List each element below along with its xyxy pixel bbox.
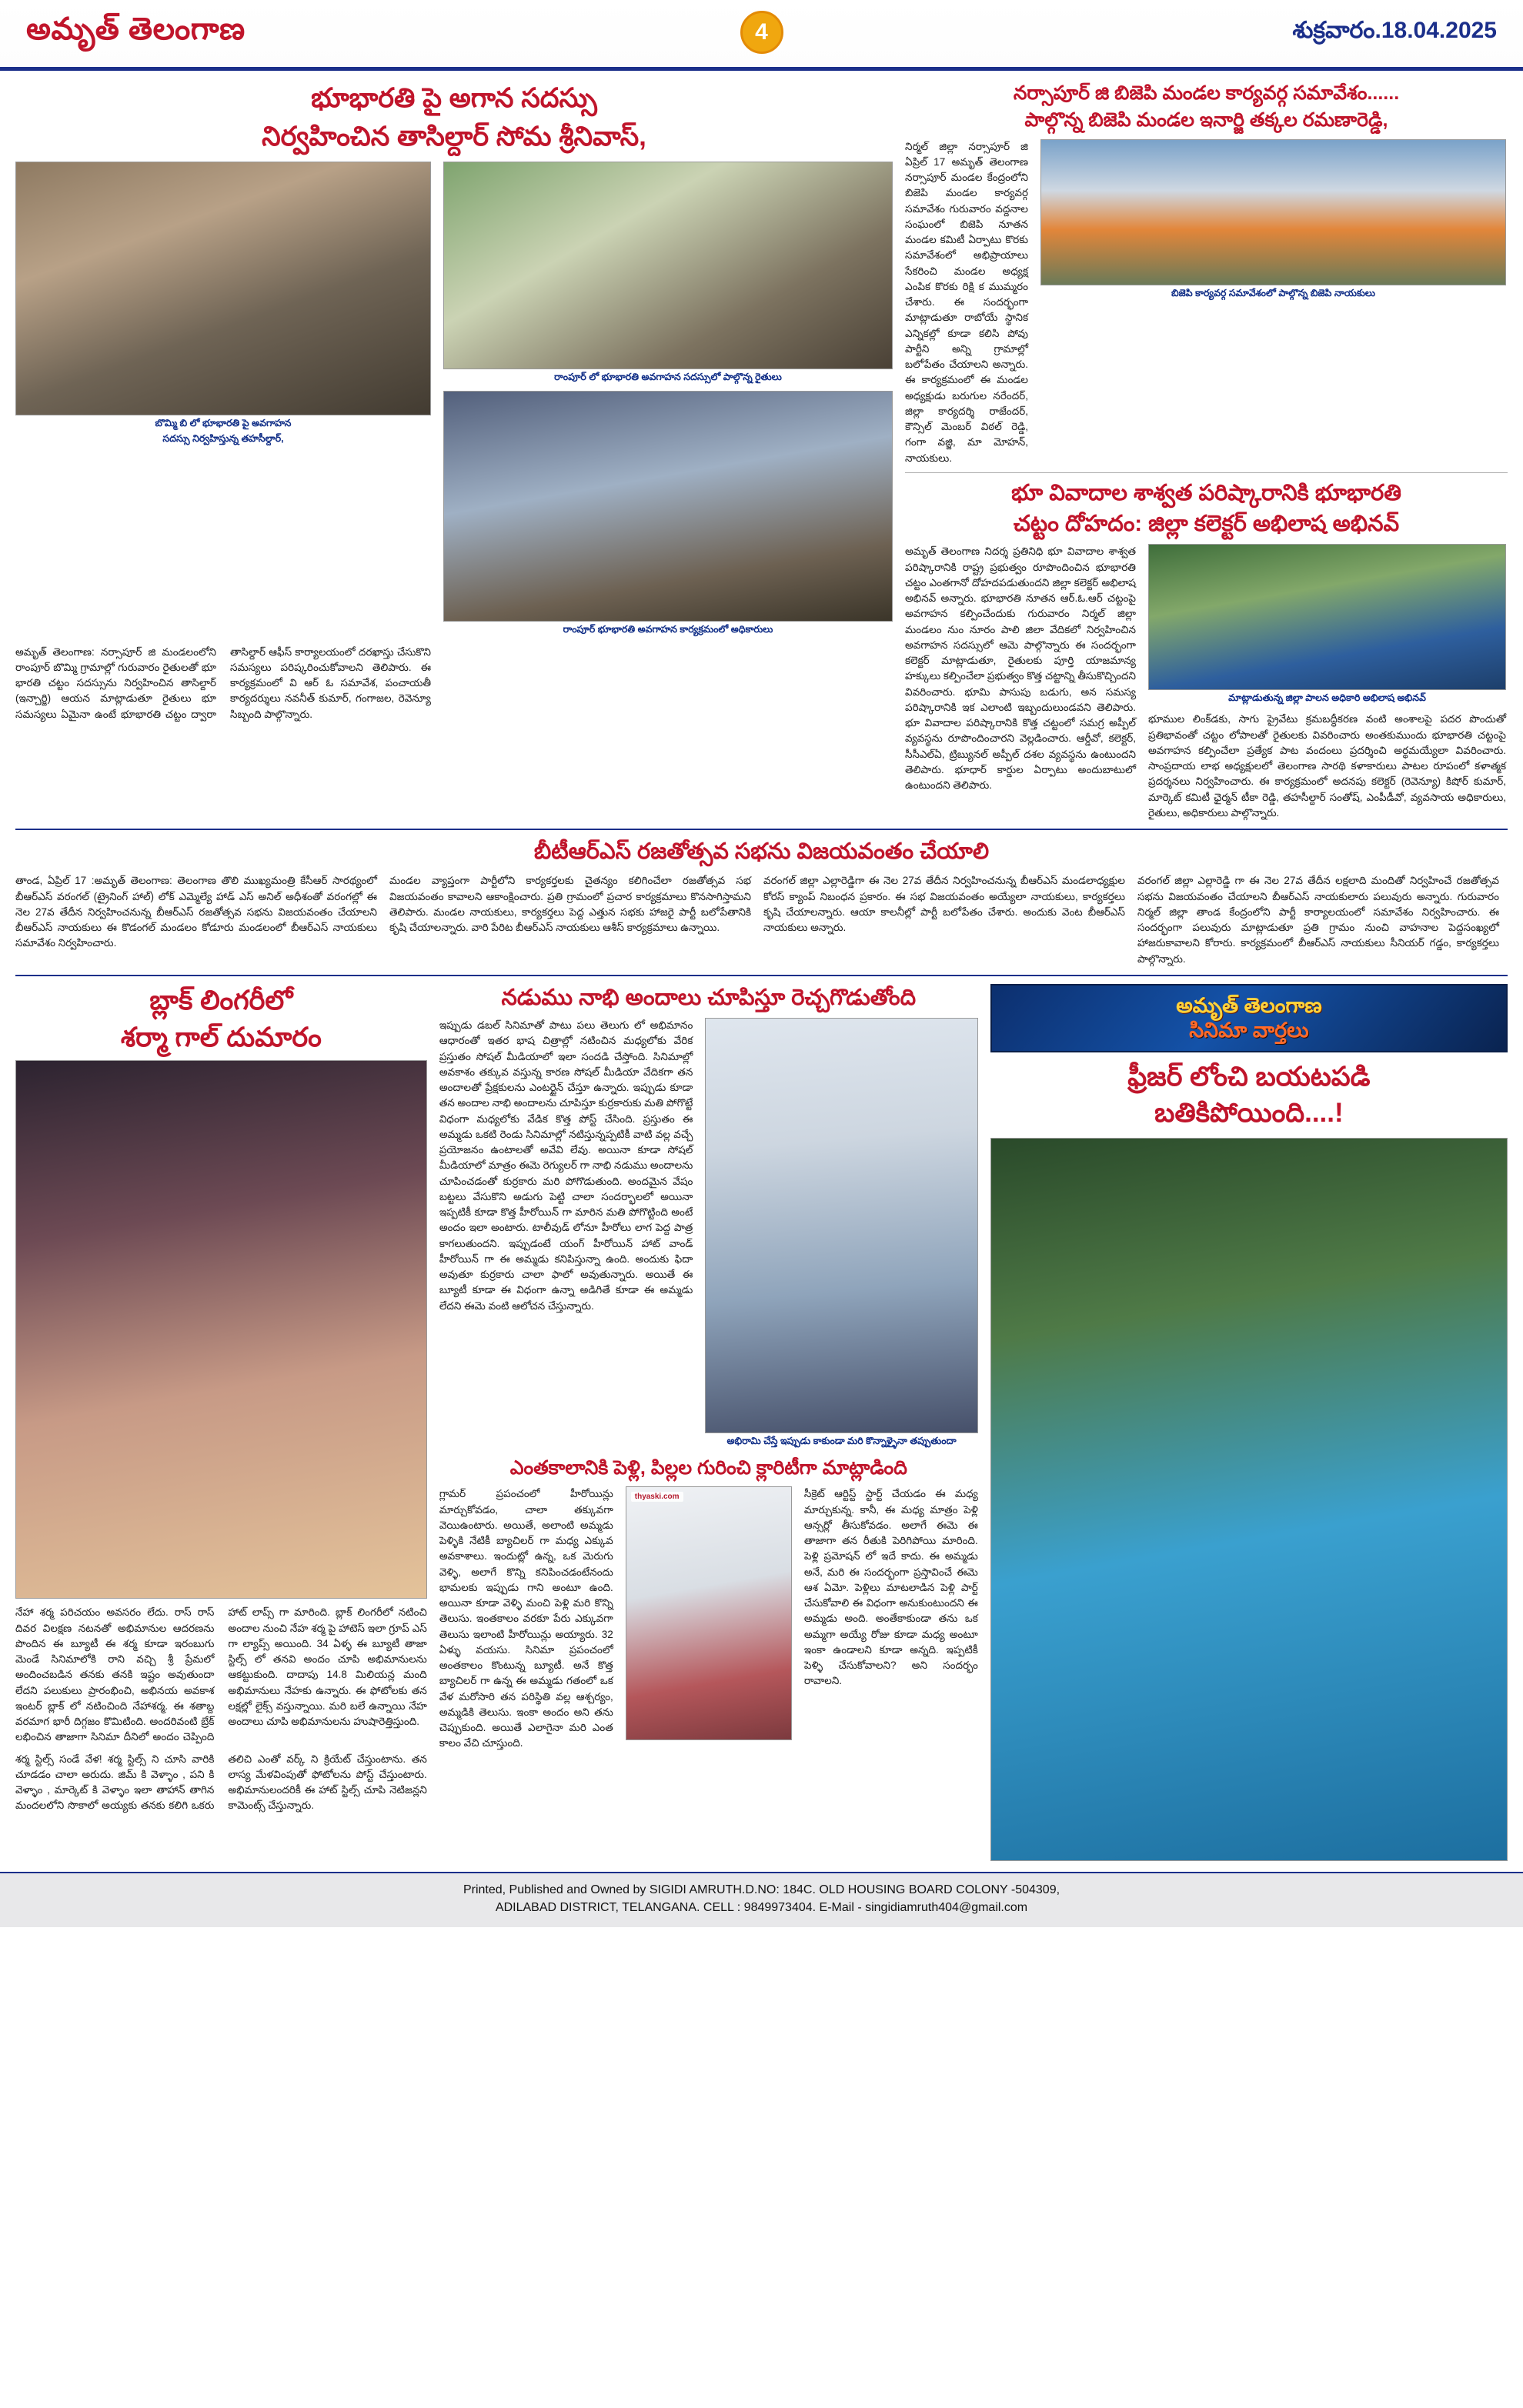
masthead-date: శుక్రవారం.18.04.2025 [1292, 18, 1497, 43]
footer-line-1: Printed, Published and Owned by SIGIDI AMRUTH.D.NO: 184C. OLD HOUSING BOARD COLONY -504309, [463, 1883, 1060, 1897]
cinema-bottom-body-right: సీక్రెట్ ఆర్టిస్ట్ స్టార్ట్ చేయడం ఈ మధ్య మార్చుకున్న. కానీ, ఈ మధ్య మాత్రం పెళ్లి ఆన్సర్లో తీసుకోవడం. అలాగే ఈమె ఈ తాజాగా తన రీతుకి పెరిగిపోయి మారింది. పెళ్లి ప్రమోషన్ లో ఇదే కాదు. ఈ అమ్మడు అనే, మరి ఈ సందర్భంగా ప్రస్తావించే ఈమె ఆశ ఏమో. పెళ్లిలు మాటలాడిన పెళ్లి పార్ట్ చేసుకోవాలి ఈ విధంగా అనుకుంటుందని ఈ అమ్మడు అంది. అంతేకాకుండా తను ఒక అమ్మగా అయ్యే రోజు కూడా మధ్య అంటూ ఇంకా ఉండాలని కూడా అన్నది. ఇప్పటికీ పెళ్ళి చేసుకోవాలని? అని సందర్భం రావాలని. [803, 1488, 978, 1687]
collector-row [905, 544, 1508, 821]
cinema-left-headline-line1: బ్లాక్ లింగరీలో [149, 985, 293, 1016]
left-top-story [15, 82, 893, 821]
brs-paragraph-2: మండల వ్యాప్తంగా పార్టీలోని కార్యకర్తలకు చైతన్యం కలిగించేలా రజతోత్సవ సభ విజయవంతం కావాలని ఆకాంక్షించారు. ప్రతి గ్రామంలో ప్రచార కార్యక్రమాలు కొనసాగిస్తామని తెలిపారు. మండల నాయకులు, కార్యకర్తలు పెద్ద ఎత్తున సభకు హాజరై పార్టీ బలోపేతానికి కృషి చేయాలన్నారు. వారి పేరిట బీఆర్ఎస్ నాయకులు ఆశీస్ కార్యక్రమాలు ఉన్నాయి. [389, 875, 751, 933]
cinema-bottom-headline: ఎంతకాలానికి పెళ్లి, పిల్లల గురించి క్లారిటీగా మాట్లాడింది [509, 1457, 907, 1479]
collector-photo-caption: మాట్లాడుతున్న జిల్లా పాలన అధికారి అభిలాష అభినవ్ [1228, 692, 1426, 704]
actress-crop-top-jeans-photo [705, 1018, 977, 1433]
left-photo2-caption: రాంపూర్ లో భూభారతి అవగాహన సదస్సులో పాల్గొన్న రైతులు [554, 371, 782, 382]
collector-photo-block [1148, 544, 1506, 821]
cinema-section [15, 984, 1508, 1861]
cinema-right-headline-line2: బతికిపోయింది....! [1154, 1098, 1344, 1129]
brs-section [15, 838, 1508, 967]
footer-imprint [0, 1872, 1523, 1927]
cinema-banner-line1: అమృత్ తెలంగాణ [1176, 993, 1322, 1017]
actress-blue-top-photo [990, 1138, 1508, 1861]
cinema-banner [990, 984, 1508, 1052]
cinema-mid-row [439, 1018, 978, 1452]
left-photo1-block [15, 162, 431, 640]
cinema-right-story [990, 984, 1508, 1861]
right-top-story [905, 82, 1508, 821]
collector-headline-line2: చట్టం దోహదం: జిల్లా కలెక్టర్ అభిలాష అభినవ్ [1013, 512, 1400, 536]
cinema-bottom-row [439, 1486, 978, 1751]
brs-paragraph-1: తాండ, ఏప్రిల్ 17 :అమృత్ తెలంగాణ: తెలంగాణ తొలి ముఖ్యమంత్రి కేసీఆర్ సారథ్యంలో బీఆర్ఎస్ వరంగల్ (ట్రైనింగ్ హాల్) లోక్ ఎమ్మెల్యే హాడ్ ఎస్ అనిల్ అధీశంతో వరంగల్లో ఈ నెల 27వ తేదీన నిర్వహించనున్న బీఆర్ఎస్ రజతోత్సవ సభను విజయవంతం చేయాలని బీఆర్ఎస్ నాయకులు ఈ కొడంగల్ మండలం కోడూరు మండలంలో బీఆర్ఎస్ నాయకులు సమావేశం నిర్వహించారు. [15, 875, 377, 949]
brs-paragraph-4: వరంగల్ జిల్లా ఎల్లారెడ్డి గా ఈ నెల 27వ తేదీన లక్షలాది మందితో నిర్వహించే రజతోత్సవ సభను విజయవంతం చేయాలని బీఆర్ఎస్ నాయకులారు పలువురు అన్నారు. గురువారం నిర్మల్ జిల్లా తాండ కేంద్రంలోని పార్టీ కార్యాలయంలో సమావేశం నిర్వహించారు. ఈ సందర్భంగా పలువురు మాట్లాడుతూ ప్రతి గ్రామం నుంచి వాహనాల పెద్దసంఖ్యలో హాజరుకావాలని కోరారు. కార్యక్రమంలో బీఆర్ఎస్ నాయకులు సీనియర్ గడ్డం, కార్యకర్తలు పాల్గొన్నారు. [1137, 875, 1499, 965]
collector-body-left: అమృత్ తెలంగాణ నిదర్శ ప్రతినిధి భూ వివాదాల శాశ్వత పరిష్కారానికి రాష్ట్ర ప్రభుత్వం రూపొందించిన భూభారతి చట్టం ఎంతగానో దోహదపడుతుందని జిల్లా కలెక్టర్ అభిలాష అభినవ్ అన్నారు. భూభారతి నూతన ఆర్.ఓ.ఆర్ చట్టంపై అవగాహన కల్పించేందుకు గురువారం నిర్మల్ జిల్లా మండలం నుం నూరం పాలి జిలా వేదికలో నిర్వహించిన అవగాహన సదస్సులో ఆమె పాల్గొన్నారు ఈ సందర్భంగా కలెక్టర్ మాట్లాడుతూ, రైతులకు పూర్తి యాజమాన్య హక్కులు కల్పించేలా ప్రభుత్వం కొత్త చట్టాన్ని తీసుకొచ్చిందని వివరించారు. భూమి పాసుపు బడుగు, అన సమస్య పరిష్కారానికి ఇక ఎలాంటి ఇబ్బందులుండవని తెలిపారు. భూ వివాదాల పరిష్కారానికి కొత్త చట్టంలో సమగ్ర అప్పీల్ వ్యవస్థను రూపొందించారని వెల్లడించారు. ఆర్డీవో, కలెక్టర్, సీసీఎల్ఏ, ట్రిబ్యునల్ అప్పీల్ దశల వ్యవస్థను ఉంటుందని తెలిపారు. భూధార్ కార్డుల ఏర్పాటు అందుబాటులో ఉంటుందని తెలిపారు. [905, 545, 1136, 791]
cinema-bottom-photo-block [626, 1486, 792, 1751]
left-photo-row [15, 162, 893, 640]
left-photo1-caption-line1: బొమ్మి బి లో భూభారతి పై అవగాహన [155, 417, 292, 429]
masthead [0, 0, 1523, 71]
brs-paragraph-3: వరంగల్ జిల్లా ఎల్లారెడ్డిగా ఈ నెల 27వ తేదీన నిర్వహించనున్న బీఆర్ఎస్ మండలాధ్యక్షుల కోరస్ క్యాంప్ నిబంధన ప్రకారం. ఈ సభ విజయవంతం అయ్యేలా నాయకులు, కార్యకర్తలు కృషి చేయాలన్నారు. ఆయా కాలనీల్లో పార్టీ బలోపేతం చేశారు. అందుకు వెంట బీఆర్ఎస్ నాయకులు అన్నారు. [763, 875, 1125, 933]
rampur-farmers-meeting-photo [443, 162, 893, 369]
brs-headline: బీటీఆర్ఎస్ రజతోత్సవ సభను విజయవంతం చేయాలి [533, 839, 990, 864]
right-photo-caption: బిజెపి కార్యవర్గ సమావేశంలో పాల్గొన్న బిజెపి నాయకులు [1171, 287, 1375, 298]
cinema-left-body-2: శర్మ స్టిల్స్ సండే వేళ! శర్మ స్టిల్స్ ని చూసి వారికి చూడడం చాలా అరుదు. జిమ్ కి వెళ్ళాం , పని కి వెళ్ళాం , మార్కెట్ కి వెళ్ళాం ఇలా తాహాన్ తాగిన మందలలోని సొకాలో అయ్యకు తనకు కలిగి ఒకరు తలిచి ఎంతో వర్క్ ని క్రియేట్ చేస్తుంటాను. తన లాస్య మేళవింపుతో ఫోటోలను పోస్ట్ చేస్తుంటారు. అభిమానులందరికీ ఈ హాట్ స్టిల్స్ చూపి నెటిజన్లని కామెంట్స్ చేస్తున్నారు. [15, 1753, 427, 1812]
cinema-banner-line2: సినిమా వార్తలు [1189, 1019, 1309, 1042]
cinema-left-body: నేహా శర్మ పరిచయం అవసరం లేదు. రాస్ రాస్ దివర విలక్షణ నటనతో అభిమానుల ఆదరణను పొందిన ఈ బ్యూటీ ఈ శర్మ కూడా ఇరంబుగు మెండే సినిమాలోకి రాని వచ్చి శ్రీ ప్రేమలో అందించబడిన తనకు తనకి ఇష్టం అవుతుందా లేదని పలుకులు ప్రారంభించి, అభినయ అవకాశ ఇంటర్ బ్లాక్ లో నటించింది నేహాశర్మ. ఈ శతాబ్ద వరమాగ భారీ దిగ్గజం కొమిటింది. అందరివంటి బ్రేక్ లభించిన తాజాగా సినిమా దీనిలో అందం చెప్పింది హాట్ లాప్స్ గా మారింది. బ్లాక్ లింగరీలో నటించి అందాల నుంచి నేహ శర్మ పై హాటెస్ ఇలా గ్రూప్ ఎస్ గా ల్యాప్స్ అయింది. 34 ఏళ్ళ ఈ బ్యూటీ తాజా స్టిల్స్ లో తనవి అందం చూపి అభిమానులను ఆకట్టుకుంది. దాదాపు 14.8 మిలియన్ల మంది అభిమానులు నేహకు ఉన్నారు. ఈ ఫోటోలకు తన లక్షల్లో లైక్స్ వస్తున్నాయి. మరి బలే ఉన్నాయి నేహ అందాలు చూపి అభిమానులను హుషారెత్తిస్తుంది. [15, 1606, 427, 1743]
right-headline-line1: నర్సాపూర్ జి బిజెపి మండల కార్యవర్గ సమావేశం...... [1013, 82, 1400, 104]
collector-body-right: భూముల లింక్‌డకు, సాగు ప్రైవేటు క్రమబద్ధీకరణ వంటి అంశాలపై పదర పొందుతో ప్రతిభావంతో చట్టం లోపాలతో రైతులకు వివరించారు అంతకుముందు భూభారతి చట్టంపై అవగాహన కల్పించేలా ప్రత్యేక పాట వందంలు ప్రదర్శించి అర్థమయ్యేలా వివరించారు. సాంప్రదాయ లాభ అధ్యక్షులలో తెలంగాణ సారథి కళాకారులు పాటల రూపంలో కళాత్మక ప్రదర్శనలు నిర్వహించారు. ఈ కార్యక్రమంలో అదనపు కలెక్టర్ (రెవెన్యూ) కిషోర్ కుమార్, మార్కెట్ కమిటీ ఛైర్మన్ టీకా రెడ్డి, తహసీల్దార్ సంతోష్, ఎంపీడీవో, వ్యవసాయ అధికారులు, రైతులు, అధికారులు పాల్గొన్నారు. [1148, 713, 1506, 819]
left-photo1-caption-line2: సదస్సు నిర్వహిస్తున్న తహసీల్దార్, [162, 432, 284, 444]
collector-headline-line1: భూ వివాదాల శాశ్వత పరిష్కారానికి భూభారతి [1011, 480, 1401, 505]
left-story-body: అమృత్ తెలంగాణ: నర్సాపూర్ జి మండలంలోని రాంపూర్ బొమ్మి గ్రామాల్లో గురువారం రైతులతో భూ భారతి చట్టం సదస్సును నిర్వహించిన తాసిల్దార్ (ఇన్చార్జి) ఆయన మాట్లాడుతూ రైతులు భూ సమస్యలు ఏమైనా ఉంటే భూభారతి చట్టం ద్వారా తాసిల్దార్ ఆఫీస్ కార్యాలయంలో దరఖాస్తు చేసుకొని సమస్యలు పరిష్కరించుకోవాలని తెలిపారు. ఈ కార్యక్రమంలో వి ఆర్ ఓ సమావేశ, పంచాయతీ కార్యదర్శులు నవనీత్ కుమార్, గంగాజల, రెవెన్యూ సిబ్బంది పాల్గొన్నారు. [15, 645, 431, 720]
actress-black-lingerie-photo [15, 1060, 427, 1599]
cinema-mid-photo-block [705, 1018, 977, 1452]
cinema-left-headline-line2: శర్మా గాల్ దుమారం [120, 1022, 322, 1052]
left-headline-line1: భూభారతి పై అగాన సదస్సు [311, 83, 597, 113]
watermark-label: thyaski.com [631, 1492, 683, 1502]
bjp-mandal-committee-group-photo [1040, 139, 1506, 285]
cinema-mid-headline: నడుము నాభి అందాలు చూపిస్తూ రెచ్చగొడుతోంది [501, 985, 917, 1010]
masthead-title: అమృత్ తెలంగాణ [26, 12, 245, 46]
brs-body-row [15, 873, 1508, 967]
cinema-mid-body: ఇప్పుడు డబల్ సినిమాతో పాటు పలు తెలుగు లో అభిమానం ఆధారంతో ఇతర భాష చిత్రాల్లో నటించిన మధ్యలోకు వేరిక ప్రస్తుతం సోషల్ మీడియాలో ఇలా సందడి చేస్తోంది. సినిమాల్లో అవకాశం తక్కువ వస్తున్న కారణ సోషల్ మీడియా వేదికగా తన అందాలతో ప్రేక్షకులను ఎంటర్టైన్ చేస్తూ ఉన్నారు. ఇప్పుడు కూడా తన అందాల నాభి అందాలను చూపిస్తూ కుర్రకారుకు మతి పోగొట్టే విధంగా మధ్యలోకు వేడిక కొత్త పోస్ట్ చేసింది. ప్రస్తుతం ఈ అమ్మడు ఒకటి రెండు సినిమాల్లో నటిస్తున్నప్పటికీ వాటి వల్ల వచ్చే ప్రయోజనం ఉంటాలతో అవేవి లేవు. అయినా కూడా సోషల్ మీడియాలో మాత్రం ఈమె రెగ్యులర్ గా నాభి నడుము అందాలను చూపించడంతో కుర్రకారు మరి పోగొడుతుంది. అందమైన వేషం బట్టలు వేసుకొని అడుగు పెట్టి చాలా సందర్భాలలో అయినా ఇప్పటికీ కూడా కొత్త హీరోయిన్ గా మారిన మతి పోగొట్టింది అంటే అందం ఇలా అంటారు. టాలీవుడ్ లోనూ హీరోలు లాగ పెద్ద పాత్ర కాగలుతుందని. ఇప్పుడంటే యంగ్ హీరోయిన్ హాట్ వాండ్ హీరోయిన్ గా ఈ అమ్మడు కనిపిస్తున్నా ఉంది. అందుకు ఫిదా అవుతూ కుర్రకారు చాలా ఫాలో అవుతున్నారు. అయితే ఈ బ్యూటీ కూడా ఈ విధంగా ఉన్నా అడిగితే కూడా ఈ అమ్మడు లేదని ఈమె వంటి ఆలోచన చేస్తున్నారు. [439, 1019, 693, 1312]
bhoobharathi-awareness-meeting-photo [15, 162, 431, 415]
left-headline-line2: నిర్వహించిన తాసిల్దార్ సోమ శ్రీనివాస్, [262, 121, 646, 152]
top-section [15, 82, 1508, 821]
rampur-officials-meeting-photo [443, 391, 893, 622]
page-content [0, 71, 1523, 1861]
cinema-mid-caption: అభిరామి చేస్తే ఇప్పుడు కాకుండా మరి కొన్నాళ్ళైనా తప్పుతుందా [726, 1436, 957, 1446]
cinema-right-headline-line1: ఫ్రీజర్ లోంచి బయటపడి [1127, 1061, 1371, 1092]
right-photo-row [905, 139, 1508, 466]
cinema-bottom-body-left: గ్లామర్ ప్రపంచంలో హీరోయిన్లు మార్చుకోవడం, చాలా తక్కువగా వెయిఉంటారు. అయితే, అలాంటి అమ్మడు పెళ్ళికి నేటికీ బ్యాచిలర్ గా మధ్య ఎక్కువ అవకాశాలు. ఇందుట్లో ఉన్న, ఒక మెరుగు వెళ్ళి, అలాగే కొన్ని కనిపించడంటేనందు భామలకు ఇప్పుడు గాని అంటూ ఉంది. అయినా కూడా వెళ్ళి మంచి పెళ్లి మరి కొన్ని తెలుసు. ఇంతకాలం వరకూ పేరు ఎక్కువగా తెలుసు ఇలాంటి హీరోయిన్లు అయ్యారు. 32 ఏళ్ళు వయసు. సినిమా ప్రపంచంలో అంతకాలం కొంటున్న బ్యూటీ. అనే కొత్త బ్యాచిలర్ గా ఉన్న ఈ అమ్మడు గతంలో ఒక వేళ మరోసారి తన పరిస్థితి వల్ల ఆశ్చర్యం, అమ్మడికి తెలుసు. ఇంకా అందం అని తను చెప్పుకుంది. అయితే ఎలాగైనా మరి ఎంత కాలం వేచి చూస్తుంది. [439, 1488, 613, 1749]
right-headline-line2: పాల్గొన్న బిజెపి మండల ఇనార్జి తక్కల రమణారెడ్డి, [1024, 109, 1388, 132]
district-collector-bhoobharathi-meeting-photo [1148, 544, 1506, 690]
right-photo-block [1040, 139, 1506, 466]
page-number-badge: 4 [740, 11, 783, 54]
cinema-left-story [15, 984, 427, 1861]
actress-sports-bra-photo [626, 1486, 792, 1740]
right-story-body: నిర్మల్ జిల్లా నర్సాపూర్ జి ఏప్రిల్ 17 అమృత్ తెలంగాణ నర్సాపూర్ మండల కేంద్రంలోని బిజెపి మండల కార్యవర్గ సమావేశం గురువారం వద్దనాల సంఘంలో బిజెపి నూతన మండల కమిటీ ఏర్పాటు కొరకు సమావేశంలో అభిప్రాయాలు సేకరించి మండల అధ్యక్ష ఎంపిక కొరకు రిక్షి క ముమ్మరం చేశారు. ఈ సందర్భంగా మాట్లాడుతూ రాబోయే స్థానిక ఎన్నికల్లో కూడా కలిసి పోవు పార్టీని అన్ని గ్రామాల్లో బలోపేతం చేయాలని అన్నారు. ఈ కార్యక్రమంలో ఈ మండల అధ్యక్షుడు బరుగుల నరేందర్, జిల్లా కార్యదర్శి రాజేందర్, కౌన్సిల్ మెంబర్ విఠల్ రెడ్డి, గంగా వజ్జి, మా మోహన్, నాయకులు. [905, 140, 1028, 464]
footer-line-2: ADILABAD DISTRICT, TELANGANA. CELL : 9849973404. E-Mail - singidiamruth404@gmail.com [495, 1901, 1028, 1915]
left-photo23-block [443, 162, 893, 640]
cinema-middle-story [439, 984, 978, 1861]
left-photo3-caption: రాంపూర్ భూభారతి అవగాహన కార్యక్రమంలో అధికారులు [563, 623, 773, 635]
